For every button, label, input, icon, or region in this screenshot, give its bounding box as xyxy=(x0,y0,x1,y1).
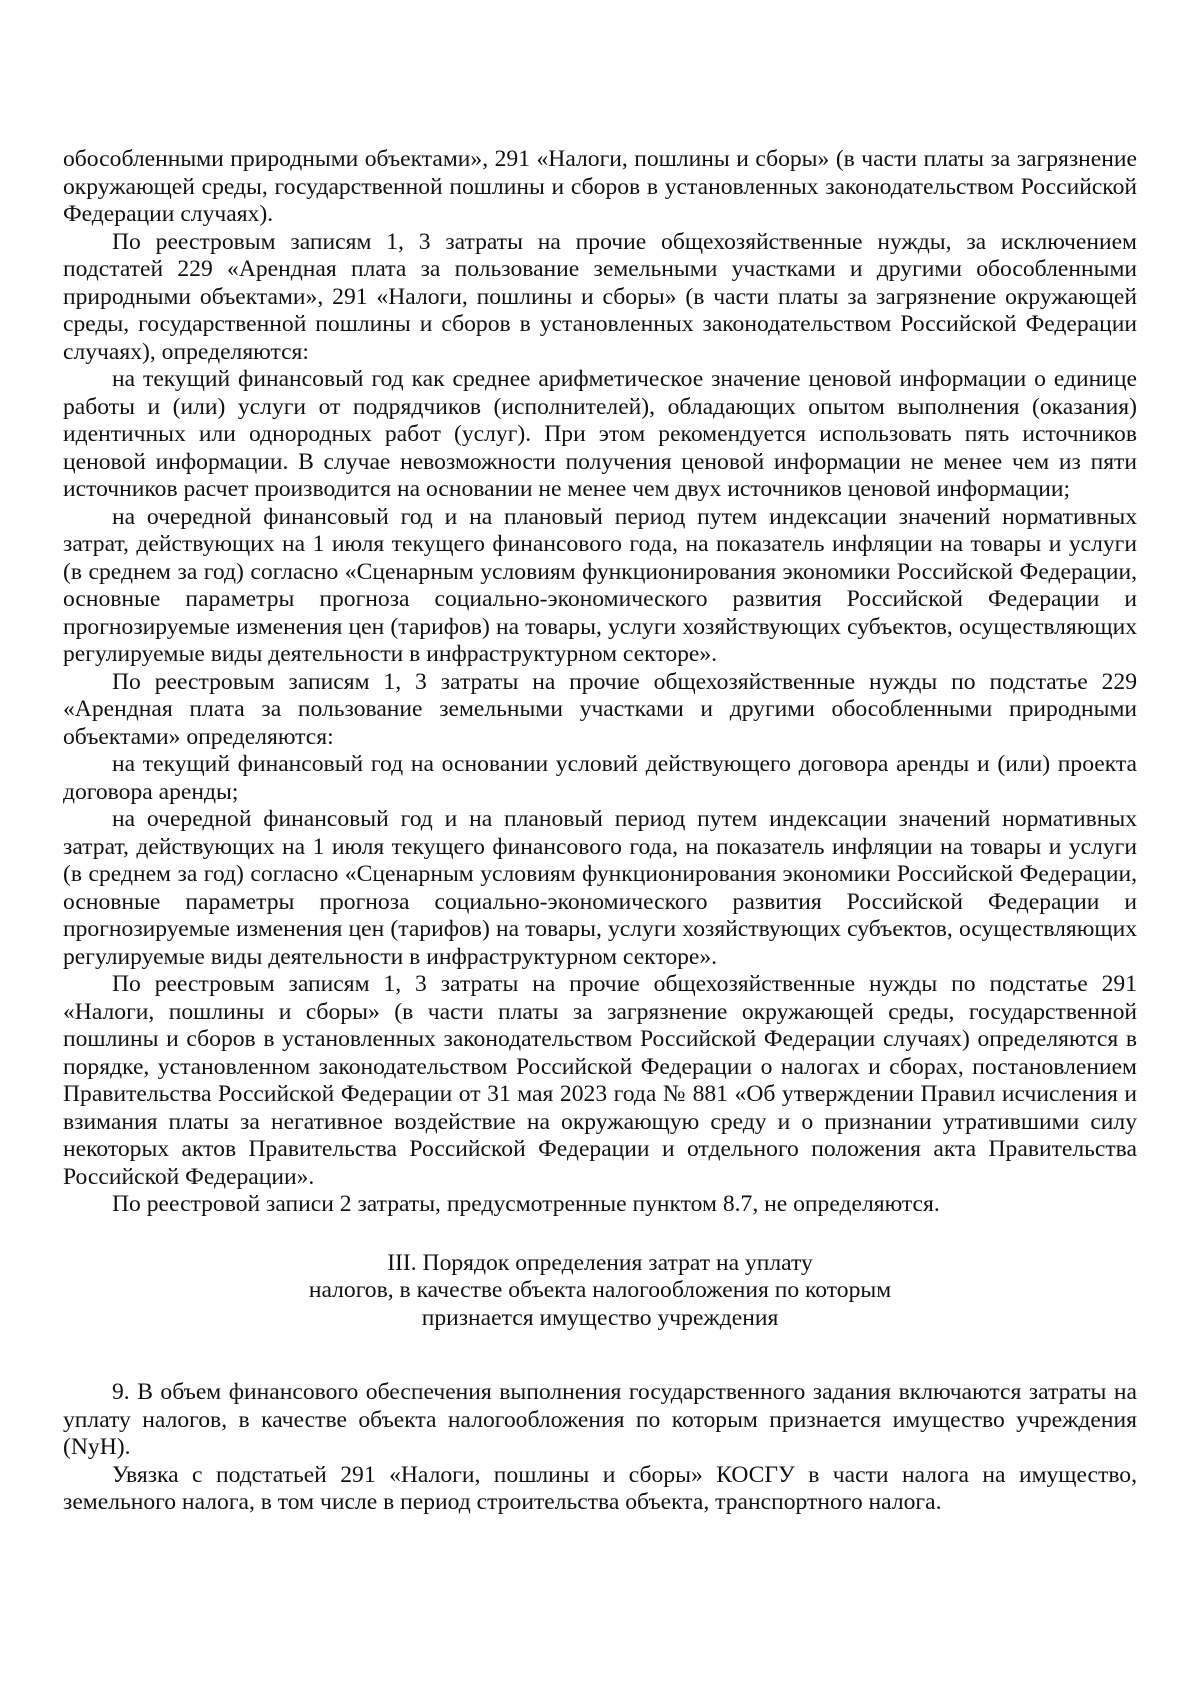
paragraph: обособленными природными объектами», 291 «Налоги, пошлины и сборы» (в части платы за загрязнение окружающей среды, государственной пошлины и сборов в установленных законодательством Российской Федерации случаях). xyxy=(63,146,1137,227)
paragraph: на текущий финансовый год как среднее арифметическое значение ценовой информации о единице работы и (или) услуги от подрядчиков (исполнителей), обладающих опытом выполнения (оказания) идентичных или однородных работ (услуг). При этом рекомендуется использовать пять источников ценовой информации. В случае невозможности получения ценовой информации не менее чем из пяти источников расчет производится на основании не менее чем двух источников ценовой информации; xyxy=(63,366,1137,502)
paragraph: По реестровым записям 1, 3 затраты на прочие общехозяйственные нужды, за исключением подстатей 229 «Арендная плата за пользование земельными участками и другими обособленными природными объектами», 291 «Налоги, пошлины и сборы» (в части платы за загрязнение окружающей среды, государственной пошлины и сборов в установленных законодательством Российской Федерации случаях), определяются: xyxy=(63,228,1137,365)
section-title-line: признается имущество учреждения xyxy=(421,1304,779,1331)
paragraph: По реестровым записям 1, 3 затраты на прочие общехозяйственные нужды по подстатье 229 «Арендная плата за пользование земельными участками и другими обособленными природными объектами» определяются: xyxy=(63,668,1137,750)
section-title-line: налогов, в качестве объекта налогообложения по которым xyxy=(308,1277,892,1303)
paragraph: на очередной финансовый год и на плановый период путем индексации значений нормативных затрат, действующих на 1 июля текущего финансового года, на показатель инфляции на товары и услуги (в среднем за год) согласно «Сценарным условиям функционирования экономики Российской Федерации, основные параметры прогноза социально-экономического развития Российской Федерации и прогнозируемые изменения цен (тарифов) на товары, услуги хозяйствующих субъектов, осуществляющих регулируемые виды деятельности в инфраструктурном секторе». xyxy=(63,806,1137,970)
paragraph: на очередной финансовый год и на плановый период путем индексации значений нормативных затрат, действующих на 1 июля текущего финансового года, на показатель инфляции на товары и услуги (в среднем за год) согласно «Сценарным условиям функционирования экономики Российской Федерации, основные параметры прогноза социально-экономического развития Российской Федерации и прогнозируемые изменения цен (тарифов) на товары, услуги хозяйствующих субъектов, осуществляющих регулируемые виды деятельности в инфраструктурном секторе». xyxy=(63,503,1137,667)
paragraph: По реестровой записи 2 затраты, предусмотренные пунктом 8.7, не определяются. xyxy=(112,1191,940,1217)
section-title xyxy=(63,1250,1137,1333)
paragraph: По реестровым записям 1, 3 затраты на прочие общехозяйственные нужды по подстатье 291 «Налоги, пошлины и сборы» (в части платы за загрязнение окружающей среды, государственной пошлины и сборов в установленных законодательством Российской Федерации случаях) определяются в порядке, установленном законодательством Российской Федерации о налогах и сборах, постановлением Правительства Российской Федерации от 31 мая 2023 года № 881 «Об утверждении Правил исчисления и взимания платы за негативное воздействие на окружающую среду и о признании утратившими силу некоторых актов Правительства Российской Федерации и отдельного положения акта Правительства Российской Федерации». xyxy=(63,971,1137,1190)
section-title-line: III. Порядок определения затрат на уплату xyxy=(387,1249,813,1276)
document-body xyxy=(63,146,1137,1517)
paragraph: 9. В объем финансового обеспечения выполнения государственного задания включаются затраты на уплату налогов, в качестве объекта налогообложения по которым признается имущество учреждения (NуН). xyxy=(63,1379,1137,1460)
paragraph: Увязка с подстатьей 291 «Налоги, пошлины и сборы» КОСГУ в части налога на имущество, земельного налога, в том числе в период строительства объекта, транспортного налога. xyxy=(63,1461,1137,1515)
paragraph: на текущий финансовый год на основании условий действующего договора аренды и (или) проекта договора аренды; xyxy=(63,751,1137,805)
